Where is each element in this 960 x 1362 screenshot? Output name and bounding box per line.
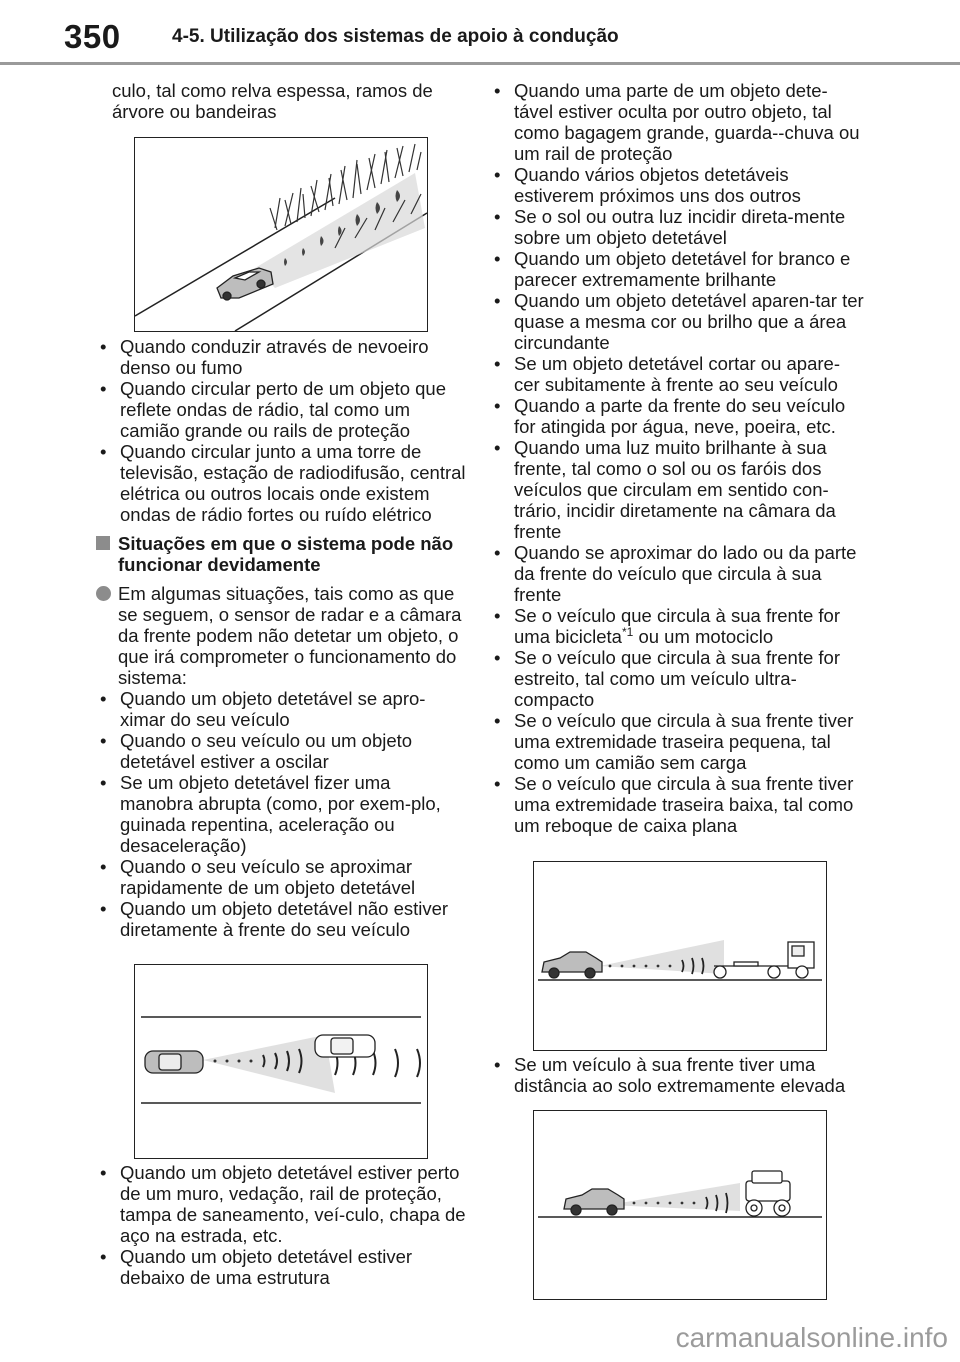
figure-offset-vehicle [134,964,428,1159]
car-icon [145,1051,203,1073]
square-marker-icon [96,536,110,550]
list-item: • Se um veículo à sua frente tiver uma distância ao solo extremamente elevada [490,1054,864,1096]
suv-icon [746,1171,790,1216]
list-item: • Quando um objeto detetável não estiver diretamente à frente do seu veículo [96,898,468,940]
section-title: 4-5. Utilização dos sistemas de apoio à condução [172,26,619,47]
footnote-marker: *1 [621,624,634,639]
list-item: • Quando circular perto de um objeto que reflete ondas de rádio, tal como um camião grande ou rails de proteção [96,378,468,441]
list-item: • Quando um objeto detetável se apro-ximar do seu veículo [96,688,468,730]
list-item: • Se o veículo que circula à sua frente tiver uma extremidade traseira baixa, tal como um reboque de caixa plana [490,773,864,836]
low-rear-truck-illustration [534,862,826,1050]
list-item: • Quando um objeto detetável estiver perto de um muro, vedação, rail de proteção, tampa de saneamento, veí-culo, chapa de aço na estrada, etc. [96,1162,468,1246]
bullet-list-right-a [490,80,864,836]
left-column-top [96,80,468,122]
vegetation-illustration [135,138,427,331]
page-number: 350 [64,18,121,55]
list-item: • Se um objeto detetável fizer uma manobra abrupta (como, por exem-plo, guinada repentina, aceleração ou desaceleração) [96,772,468,856]
list-item: • Quando a parte da frente do seu veículo for atingida por água, neve, poeira, etc. [490,395,864,437]
car-icon [315,1035,375,1057]
list-item: • Se o veículo que circula à sua frente for estreito, tal como um veículo ultra-compacto [490,647,864,710]
list-item: • Se o sol ou outra luz incidir direta-mente sobre um objeto detetável [490,206,864,248]
list-item: • Se um objeto detetável cortar ou apare-cer subitamente à frente ao seu veículo [490,353,864,395]
page-header [0,0,960,62]
list-item: • Quando o seu veículo ou um objeto detetável estiver a oscilar [96,730,468,772]
watermark: carmanualsonline.info [675,1322,948,1353]
right-column-top [490,80,864,836]
bullet-list-c [96,1162,468,1288]
list-item: • Quando um objeto detetável estiver debaixo de uma estrutura [96,1246,468,1288]
header-rule [0,62,960,65]
list-item: • Quando um objeto detetável aparen-tar ter quase a mesma cor ou brilho que a área circundante [490,290,864,353]
car-icon [542,952,602,978]
figure-vegetation [134,137,428,332]
truck-icon [714,942,814,978]
section-heading: Situações em que o sistema pode não funcionar devidamente [96,533,468,575]
list-item: • Quando circular junto a uma torre de televisão, estação de radiodifusão, central elétrica ou outros locais onde existem ondas de rádio fortes ou ruído elétrico [96,441,468,525]
list-item: • Se o veículo que circula à sua frente for uma bicicleta$^{*1}$ ou um motociclo [490,605,864,647]
figure-high-clearance [533,1110,827,1300]
list-item: • Quando vários objetos detetáveis estiverem próximos uns dos outros [490,164,864,206]
list-item: • Quando conduzir através de nevoeiro denso ou fumo [96,336,468,378]
left-column-mid [96,336,468,940]
list-item: • Quando um objeto detetável for branco e parecer extremamente brilhante [490,248,864,290]
list-item: • Quando o seu veículo se aproximar rapidamente de um objeto detetável [96,856,468,898]
car-icon [217,268,273,300]
bullet-list-right-c [490,1054,864,1096]
high-clearance-illustration [534,1111,826,1299]
section-intro: Em algumas situações, tais como as que se seguem, o sensor de radar e a câmara da frente podem não detetar um objeto, o que irá comprometer o funcionamento do sistema: [96,583,468,688]
right-column-bottom [490,1054,864,1096]
left-column-bottom [96,1162,468,1288]
circle-marker-icon [96,586,111,601]
bullet-list-b [96,688,468,940]
list-item: • Quando uma parte de um objeto dete-tável estiver oculta por outro objeto, tal como bagagem grande, guarda--chuva ou um rail de proteção [490,80,864,164]
offset-vehicle-illustration [135,965,427,1158]
intro-text: culo, tal como relva espessa, ramos de árvore ou bandeiras [112,80,433,122]
bullet-list-a [96,336,468,525]
list-item: • Se o veículo que circula à sua frente tiver uma extremidade traseira pequena, tal como um camião sem carga [490,710,864,773]
car-icon [564,1189,624,1215]
list-item: • Quando uma luz muito brilhante à sua frente, tal como o sol ou os faróis dos veículos que circulam em sentido con-trário, incidir diretamente na câmara da frente [490,437,864,542]
figure-low-rear-truck [533,861,827,1051]
list-item: • Quando se aproximar do lado ou da parte da frente do veículo que circula à sua frente [490,542,864,605]
